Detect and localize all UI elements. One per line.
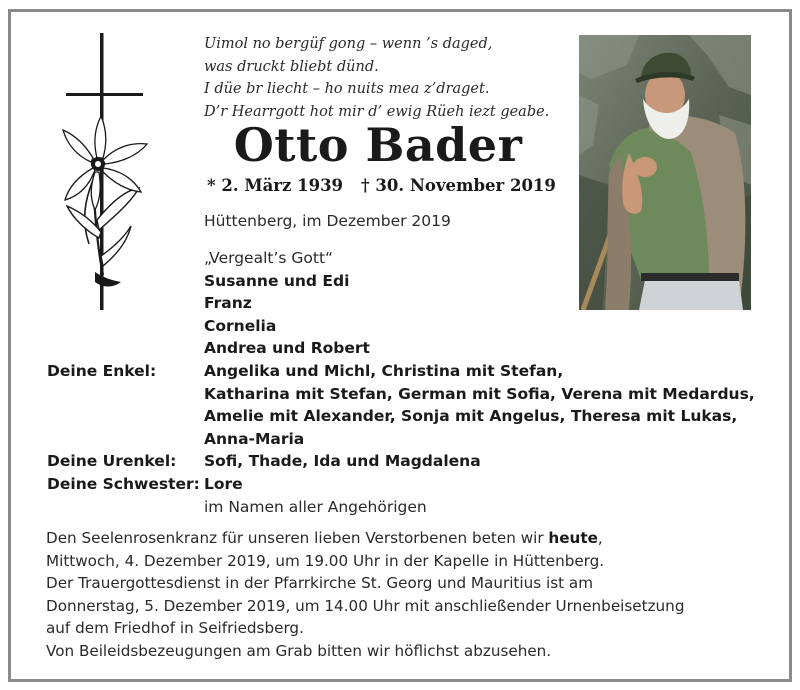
grandchildren-entry: Angelika und Michl, Christina mit Stefan, [204, 361, 564, 380]
family-row [47, 360, 787, 383]
family-row [47, 405, 787, 428]
family-row [47, 315, 787, 338]
family-row [47, 247, 787, 270]
family-row [47, 337, 787, 360]
poem-line: Uimol no bergüf gong – wenn ’s daged, [204, 36, 493, 52]
poem-line: was druckt bliebt dünd. [204, 58, 379, 75]
family-list [47, 247, 787, 518]
place-date: Hüttenberg, im Dezember 2019 [204, 212, 451, 230]
child-entry: Susanne und Edi [204, 271, 350, 290]
grandchildren-entry: Amelie mit Alexander, Sonja mit Angelus, Theresa mit Lukas, [204, 407, 738, 426]
notice-line: Donnerstag, 5. Dezember 2019, um 14.00 Uhr mit anschließender Urnenbeisetzung [46, 596, 685, 615]
poem [204, 33, 564, 123]
poem-line: I düe br liecht – ho nuits mea z’draget. [204, 81, 490, 97]
thanks-line: „Vergealt’s Gott“ [204, 249, 334, 267]
child-entry: Andrea und Robert [204, 339, 370, 358]
family-row [47, 270, 787, 293]
notice-line: Der Trauergottesdienst in der Pfarrkirche St. Georg und Mauritius ist am [46, 574, 593, 593]
family-row [47, 496, 787, 519]
relatives-line: im Namen aller Angehörigen [204, 497, 427, 516]
sister-entry: Lore [204, 474, 243, 493]
grandchildren-entry: Anna-Maria [204, 429, 305, 448]
family-row [47, 428, 787, 451]
grandchildren-label: Deine Enkel: [47, 361, 157, 380]
great-grandchildren-label: Deine Urenkel: [47, 452, 177, 471]
grandchildren-entry: Katharina mit Stefan, German mit Sofia, Verena mit Medardus, [204, 384, 755, 403]
notice-line: Mittwoch, 4. Dezember 2019, um 19.00 Uhr in der Kapelle in Hüttenberg. [46, 551, 605, 570]
notice-line: auf dem Friedhof in Seifriedsberg. [46, 619, 304, 638]
notice-line: Den Seelenrosenkranz für unseren lieben Verstorbenen beten wir heute, [46, 529, 603, 547]
family-row [47, 292, 787, 315]
sister-label: Deine Schwester: [47, 474, 200, 493]
death-date: † 30. November 2019 [361, 176, 556, 195]
family-row [47, 383, 787, 406]
birth-date: * 2. März 1939 [207, 176, 344, 195]
child-entry: Cornelia [204, 316, 277, 335]
poem-line: D’r Hearrgott hot mir d’ ewig Rüeh iezt geabe. [204, 103, 550, 120]
great-grandchildren-entry: Sofi, Thade, Ida und Magdalena [204, 452, 481, 471]
notice-line: Von Beileidsbezeugungen am Grab bitten wir höflichst abzusehen. [46, 641, 552, 660]
today-emphasis: heute [548, 529, 598, 547]
deceased-name: Otto Bader [233, 118, 523, 172]
life-dates [207, 176, 556, 195]
service-notice [46, 527, 786, 663]
family-row [47, 450, 787, 473]
family-row [47, 473, 787, 496]
child-entry: Franz [204, 294, 252, 313]
